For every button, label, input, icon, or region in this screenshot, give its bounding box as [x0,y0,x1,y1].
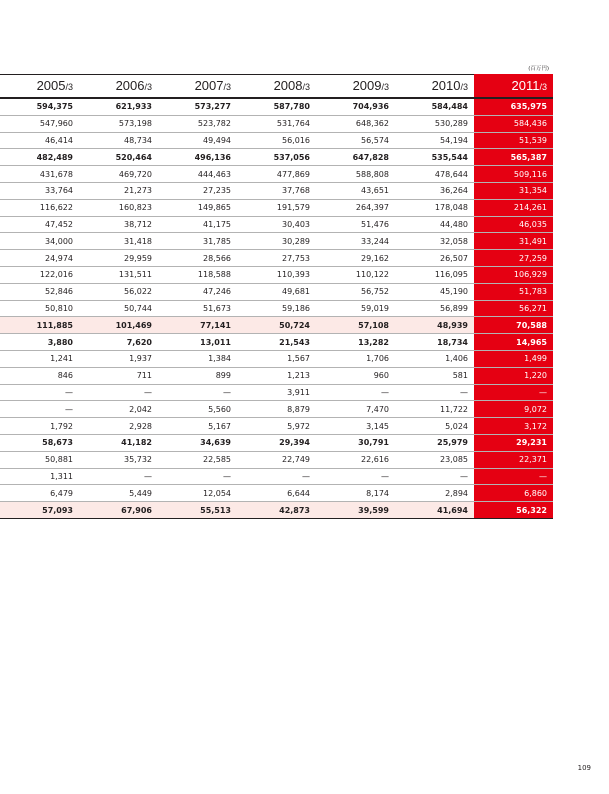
table-cell: 3,880 [0,334,79,351]
table-cell: 6,644 [237,485,316,502]
table-cell: 1,499 [474,350,553,367]
table-cell: 5,449 [79,485,158,502]
year-label: 2006 [115,78,145,93]
table-cell: 2,928 [79,418,158,435]
table-cell: 594,375 [0,98,79,115]
table-cell: 11,722 [395,401,474,418]
table-cell: 36,264 [395,182,474,199]
table-row [0,98,553,115]
table-cell: — [395,384,474,401]
table-cell: 3,172 [474,418,553,435]
table-cell: 47,452 [0,216,79,233]
table-cell: 51,673 [158,300,237,317]
table-row [0,367,553,384]
table-cell: 106,929 [474,266,553,283]
table-cell: 29,959 [79,250,158,267]
table-cell: 33,764 [0,182,79,199]
table-cell: 584,484 [395,98,474,115]
table-cell: 56,322 [474,502,553,519]
year-header-1 [79,75,158,99]
table-cell: 22,585 [158,451,237,468]
table-cell: 24,974 [0,250,79,267]
table-cell: 5,560 [158,401,237,418]
table-body [0,98,553,518]
table-cell: 56,899 [395,300,474,317]
table-cell: 49,681 [237,283,316,300]
table-cell: 18,734 [395,334,474,351]
table-cell: 55,513 [158,502,237,519]
table-cell: 13,011 [158,334,237,351]
table-cell: 711 [79,367,158,384]
table-cell: 56,752 [316,283,395,300]
table-row [0,199,553,216]
year-label: 2009 [352,78,382,93]
table-row [0,166,553,183]
year-suffix: /3 [381,82,389,92]
table-cell: 51,783 [474,283,553,300]
table-row [0,317,553,334]
table-cell: 30,791 [316,434,395,451]
table-cell: 30,403 [237,216,316,233]
table-cell: 37,768 [237,182,316,199]
table-cell: — [316,468,395,485]
table-row [0,451,553,468]
table-cell: 7,470 [316,401,395,418]
table-cell: — [395,468,474,485]
table-cell: — [474,468,553,485]
table-cell: 3,145 [316,418,395,435]
table-cell: 535,544 [395,149,474,166]
table-row [0,434,553,451]
year-label: 2007 [194,78,224,93]
table-row [0,334,553,351]
table-cell: 1,384 [158,350,237,367]
table-cell: 22,616 [316,451,395,468]
table-cell: 531,764 [237,115,316,132]
table-row [0,250,553,267]
table-row [0,233,553,250]
table-row [0,401,553,418]
table-cell: — [237,468,316,485]
table-row [0,266,553,283]
table-cell: 116,095 [395,266,474,283]
table-cell: 31,418 [79,233,158,250]
table-cell: 565,387 [474,149,553,166]
table-cell: 9,072 [474,401,553,418]
table-cell: 8,879 [237,401,316,418]
table-cell: 13,282 [316,334,395,351]
table-cell: 50,744 [79,300,158,317]
table-cell: 5,972 [237,418,316,435]
table-cell: 39,599 [316,502,395,519]
table-cell: 77,141 [158,317,237,334]
table-cell: 27,753 [237,250,316,267]
table-cell: 34,000 [0,233,79,250]
table-cell: 51,539 [474,132,553,149]
table-cell: 50,810 [0,300,79,317]
table-cell: 41,182 [79,434,158,451]
table-cell: — [316,384,395,401]
table-cell: 32,058 [395,233,474,250]
table-cell: 2,042 [79,401,158,418]
table-cell: 48,939 [395,317,474,334]
table-cell: 43,651 [316,182,395,199]
table-row [0,502,553,519]
table-cell: 59,019 [316,300,395,317]
table-cell: 431,678 [0,166,79,183]
table-cell: 496,136 [158,149,237,166]
table-row [0,115,553,132]
table-cell: 264,397 [316,199,395,216]
table-cell: — [0,384,79,401]
table-cell: — [79,384,158,401]
table-cell: 46,035 [474,216,553,233]
unit-label: (百万円) [528,66,549,72]
year-suffix: /3 [302,82,310,92]
table-row [0,283,553,300]
table-row [0,132,553,149]
table-cell: 2,894 [395,485,474,502]
table-cell: 587,780 [237,98,316,115]
table-cell: 523,782 [158,115,237,132]
table-row [0,485,553,502]
table-cell: 34,639 [158,434,237,451]
table-cell: 160,823 [79,199,158,216]
table-cell: 101,469 [79,317,158,334]
table-cell: 56,016 [237,132,316,149]
table-cell: 33,244 [316,233,395,250]
table-cell: 56,271 [474,300,553,317]
table-cell: — [0,401,79,418]
table-cell: 588,808 [316,166,395,183]
table-cell: 5,024 [395,418,474,435]
year-header-6 [474,75,553,99]
table-cell: 573,198 [79,115,158,132]
table-cell: 70,588 [474,317,553,334]
table-cell: — [474,384,553,401]
table-cell: 648,362 [316,115,395,132]
table-cell: 960 [316,367,395,384]
table-cell: 1,567 [237,350,316,367]
table-cell: 520,464 [79,149,158,166]
table-cell: 6,860 [474,485,553,502]
table-row [0,149,553,166]
year-header-4 [316,75,395,99]
table-cell: 21,543 [237,334,316,351]
table-cell: 50,881 [0,451,79,468]
table-cell: 647,828 [316,149,395,166]
table-cell: 49,494 [158,132,237,149]
table-cell: — [158,468,237,485]
table-cell: 469,720 [79,166,158,183]
table-cell: 28,566 [158,250,237,267]
table-cell: 116,622 [0,199,79,216]
table-cell: 5,167 [158,418,237,435]
table-cell: 477,869 [237,166,316,183]
table-cell: 58,673 [0,434,79,451]
table-cell: 478,644 [395,166,474,183]
table-cell: 621,933 [79,98,158,115]
table-cell: 27,259 [474,250,553,267]
table-cell: 547,960 [0,115,79,132]
table-cell: 30,289 [237,233,316,250]
table-cell: 573,277 [158,98,237,115]
table-cell: 1,792 [0,418,79,435]
table-cell: 584,436 [474,115,553,132]
table-cell: 50,724 [237,317,316,334]
table-cell: 31,785 [158,233,237,250]
table-cell: 110,393 [237,266,316,283]
year-label: 2008 [273,78,303,93]
table-row [0,182,553,199]
table-cell: 57,093 [0,502,79,519]
table-cell: 54,194 [395,132,474,149]
table-cell: 131,511 [79,266,158,283]
year-label: 2010 [431,78,461,93]
year-suffix: /3 [65,82,73,92]
table-cell: 8,174 [316,485,395,502]
table-cell: 31,354 [474,182,553,199]
year-header-5 [395,75,474,99]
table-cell: 44,480 [395,216,474,233]
table-cell: 6,479 [0,485,79,502]
year-label: 2005 [36,78,66,93]
table-cell: 704,936 [316,98,395,115]
table-cell: 42,873 [237,502,316,519]
table-cell: 26,507 [395,250,474,267]
table-cell: 29,394 [237,434,316,451]
table-cell: 214,261 [474,199,553,216]
table-cell: 29,231 [474,434,553,451]
table-cell: 27,235 [158,182,237,199]
table-cell: 29,162 [316,250,395,267]
year-header-2 [158,75,237,99]
table-cell: 122,016 [0,266,79,283]
table-cell: 22,749 [237,451,316,468]
table-cell: 52,846 [0,283,79,300]
year-header-3 [237,75,316,99]
table-cell: 41,694 [395,502,474,519]
table-cell: 21,273 [79,182,158,199]
table-cell: 7,620 [79,334,158,351]
table-cell: 1,937 [79,350,158,367]
table-cell: 59,186 [237,300,316,317]
table-cell: 56,574 [316,132,395,149]
table-cell: 1,706 [316,350,395,367]
table-row [0,300,553,317]
table-row [0,418,553,435]
page-number: 109 [577,764,591,772]
financial-table [0,74,553,519]
header-row [0,75,553,99]
table-row [0,350,553,367]
table-cell: 38,712 [79,216,158,233]
table-cell: 25,979 [395,434,474,451]
table-row [0,384,553,401]
year-suffix: /3 [539,82,547,92]
table-cell: 635,975 [474,98,553,115]
table-cell: — [158,384,237,401]
year-label: 2011 [511,78,540,93]
table-cell: 45,190 [395,283,474,300]
table-cell: 1,241 [0,350,79,367]
table-cell: 31,491 [474,233,553,250]
table-cell: — [79,468,158,485]
year-suffix: /3 [460,82,468,92]
table-cell: 899 [158,367,237,384]
table-cell: 35,732 [79,451,158,468]
table-cell: 149,865 [158,199,237,216]
table-cell: 191,579 [237,199,316,216]
year-suffix: /3 [223,82,231,92]
table-cell: 51,476 [316,216,395,233]
table-cell: 1,406 [395,350,474,367]
table-cell: 57,108 [316,317,395,334]
table-cell: 3,911 [237,384,316,401]
year-suffix: /3 [144,82,152,92]
table-cell: 110,122 [316,266,395,283]
table-cell: 530,289 [395,115,474,132]
table-cell: 444,463 [158,166,237,183]
table-cell: 23,085 [395,451,474,468]
table-cell: 1,311 [0,468,79,485]
table-cell: 56,022 [79,283,158,300]
table-cell: 47,246 [158,283,237,300]
table-cell: 537,056 [237,149,316,166]
table-row [0,468,553,485]
table-cell: 1,213 [237,367,316,384]
table-cell: 111,885 [0,317,79,334]
table-cell: 48,734 [79,132,158,149]
table-cell: 509,116 [474,166,553,183]
table-cell: 178,048 [395,199,474,216]
table-cell: 22,371 [474,451,553,468]
table-row [0,216,553,233]
table-cell: 12,054 [158,485,237,502]
table-cell: 14,965 [474,334,553,351]
table-cell: 46,414 [0,132,79,149]
table-cell: 41,175 [158,216,237,233]
table-cell: 482,489 [0,149,79,166]
table-cell: 67,906 [79,502,158,519]
table-cell: 581 [395,367,474,384]
table-cell: 118,588 [158,266,237,283]
year-header-0 [0,75,79,99]
table-cell: 1,220 [474,367,553,384]
table-cell: 846 [0,367,79,384]
